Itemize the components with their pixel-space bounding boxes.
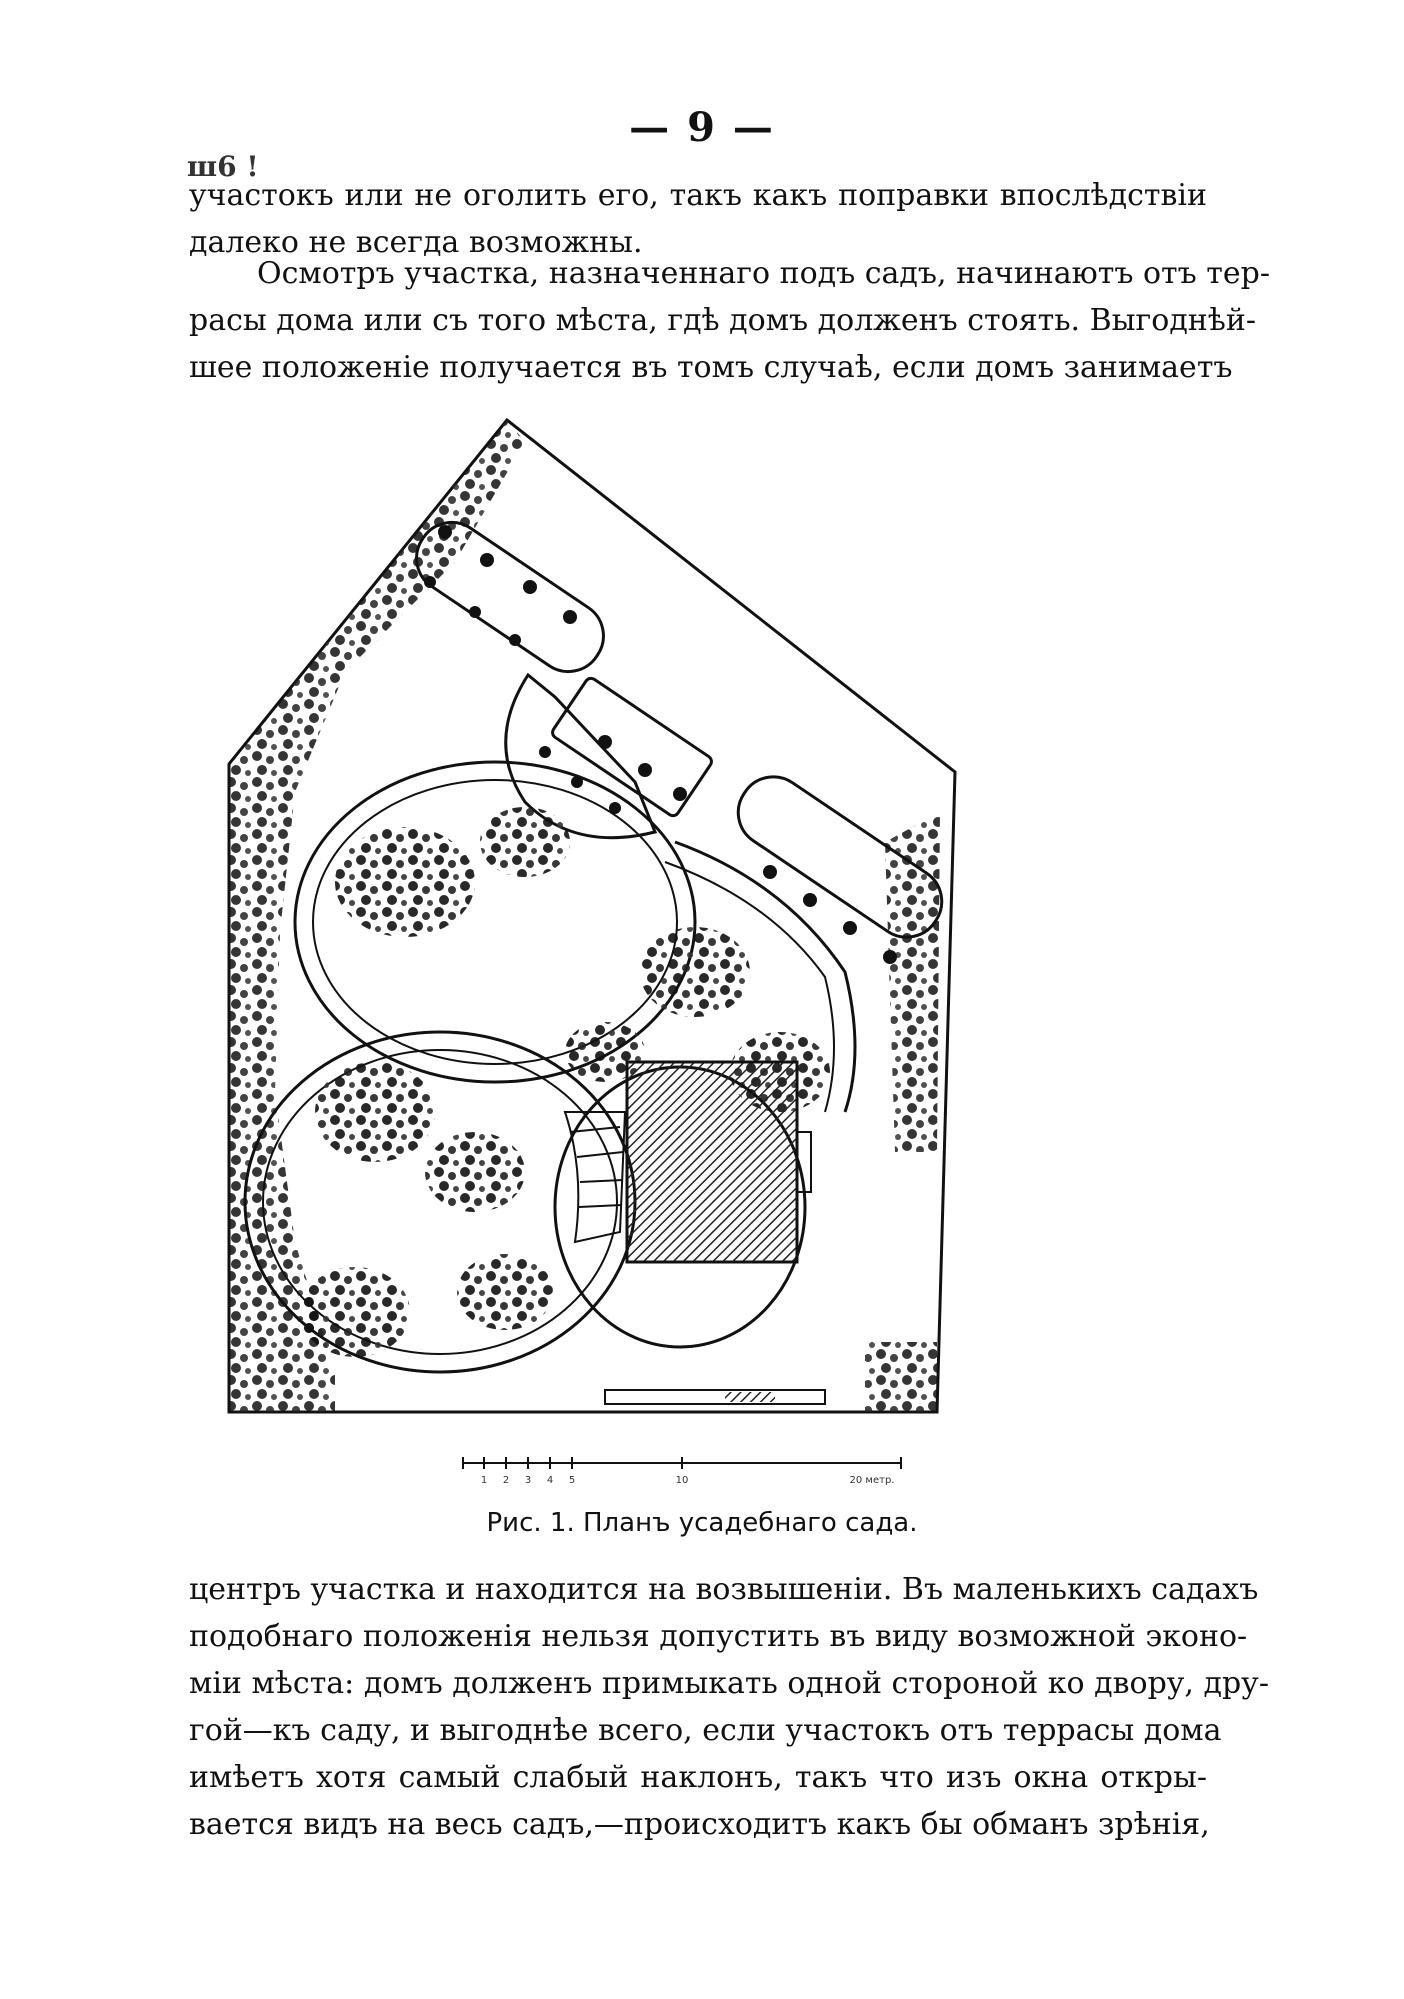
paragraph-site-inspection (189, 250, 1270, 391)
terrace-steps (580, 1180, 623, 1182)
text-line: участокъ или не оголить его, такъ какъ поправки впослѣдствіи (189, 178, 1207, 213)
text-line: расы дома или съ того мѣста, гдѣ домъ долженъ стоять. Выгоднѣй- (189, 303, 1257, 338)
scale-tick-label: 3 (524, 1475, 532, 1486)
text-line: далеко не всегда возможны. (189, 225, 643, 260)
text-line: Осмотръ участка, назначеннаго подъ садъ, начинаютъ отъ тер- (257, 256, 1270, 291)
plot-boundary (229, 420, 955, 1412)
text-line: гой—къ саду, и выгоднѣе всего, если участокъ отъ террасы дома (189, 1713, 1222, 1748)
terrace-steps (577, 1152, 623, 1157)
house (627, 1062, 797, 1262)
scale-bar (462, 1455, 902, 1487)
orchard-bed (550, 676, 713, 818)
text-line: подобнаго положенія нельзя допустить въ виду возможной эконо- (189, 1619, 1248, 1654)
text-line: центръ участка и находится на возвышеніи. Въ маленькихъ садахъ (189, 1572, 1259, 1607)
scale-tick-label: 4 (546, 1475, 554, 1486)
scale-tick-label: 5 (568, 1475, 576, 1486)
terrace-steps (579, 1205, 622, 1207)
garden-plan-figure (225, 412, 1171, 1432)
service-strip (725, 1392, 775, 1402)
scale-tick-label: 1 (480, 1475, 488, 1486)
figure-caption: Рис. 1. Планъ усадебнаго сада. (486, 1508, 918, 1538)
text-line: шее положеніе получается въ томъ случаѣ, если домъ занимаетъ (189, 350, 1233, 385)
text-line: имѣетъ хотя самый слабый наклонъ, такъ что изъ окна откры- (189, 1760, 1207, 1795)
orchard-trees (424, 525, 897, 964)
text-line: вается видъ на весь садъ,—происходитъ какъ бы обманъ зрѣнія, (189, 1807, 1210, 1842)
scale-tick-label: 2 (502, 1475, 510, 1486)
page-number: — 9 — (629, 104, 775, 151)
scale-tick-label: 10 (675, 1475, 689, 1486)
scale-tick-label: 20 метр. (849, 1475, 895, 1486)
service-strip (605, 1390, 825, 1404)
text-line: міи мѣста: домъ долженъ примыкать одной стороной ко двору, дру- (189, 1666, 1269, 1701)
paragraph-house-position (189, 1566, 1269, 1848)
border-shrubbery (865, 1342, 937, 1412)
print-artifact: ш6 ! (187, 150, 259, 183)
